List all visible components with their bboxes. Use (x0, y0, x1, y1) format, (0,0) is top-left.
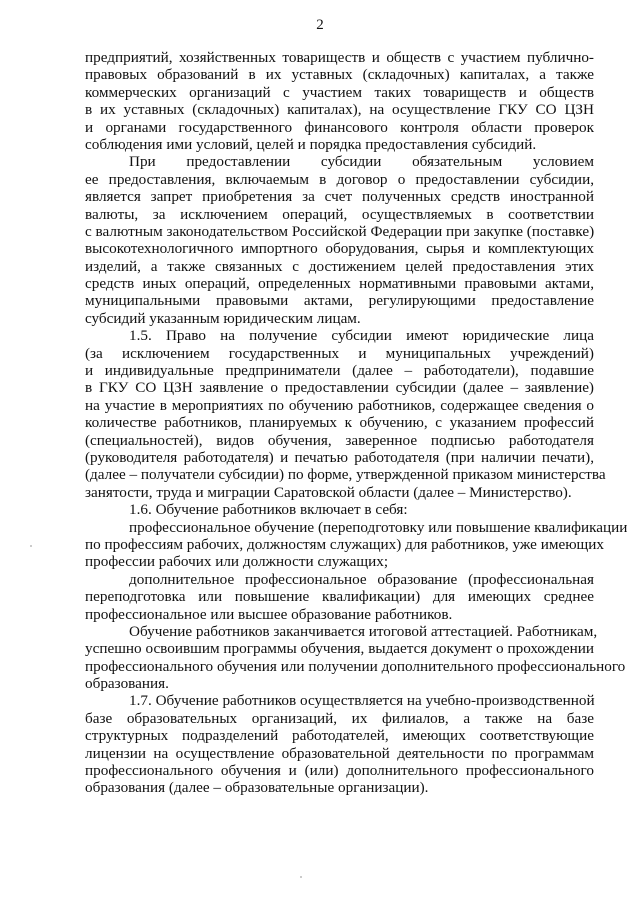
text-line: Обучение работников заканчивается итоговой аттестацией. Работникам, (129, 622, 598, 640)
text-line: средств иных операций, определенных нормативными правовыми актами, (85, 275, 594, 293)
text-line: образования. (85, 675, 169, 693)
page-number: 2 (316, 17, 324, 33)
scan-speck (300, 876, 302, 878)
text-line: профессиональное или высшее образование работников. (85, 605, 453, 623)
text-line: является запрет приобретения за счет полученных средств иностранной (85, 188, 594, 206)
scan-speck (30, 545, 32, 547)
text-line: образования (далее – образовательные организации). (85, 779, 429, 797)
text-line: При предоставлении субсидии обязательным условием (129, 153, 594, 171)
paragraph (85, 327, 606, 501)
text-line: ее предоставления, включаемым в договор о предоставлении субсидии, (85, 170, 594, 188)
text-line: в ГКУ СО ЦЗН заявление о предоставлении субсидии (далее – заявление) (85, 379, 594, 397)
paragraph (85, 692, 594, 796)
text-line: успешно освоившим программы обучения, выдается документ о прохождении (85, 640, 594, 658)
text-line: с валютным законодательством Российской Федерации при закупке (поставке) (85, 222, 595, 240)
text-line: 1.7. Обучение работников осуществляется на учебно-производственной (129, 692, 595, 710)
text-line: структурных подразделений работодателей, имеющих соответствующие (85, 727, 594, 745)
text-line: коммерческих организаций с участием таких товариществ и обществ (85, 83, 594, 101)
text-line: изделий, а также связанных с достижением целей предоставления этих (85, 257, 594, 275)
paragraph (85, 518, 628, 571)
document-body (85, 49, 628, 797)
text-line: переподготовка или повышение квалификации) для имеющих среднее (85, 588, 594, 606)
paragraph (85, 153, 594, 327)
text-line: правовых образований в их уставных (складочных) капиталах, а также (85, 66, 594, 84)
text-line: (за исключением государственных и муниципальных учреждений) (85, 344, 594, 362)
text-line: предприятий, хозяйственных товариществ и обществ с участием публично- (85, 49, 594, 66)
text-line: в их уставных (складочных) капиталах), на осуществление ГКУ СО ЦЗН (85, 101, 594, 119)
text-line: лицензии на осуществление образовательной деятельности по программам (85, 744, 594, 762)
text-line: 1.5. Право на получение субсидии имеют юридические лица (129, 327, 594, 345)
text-line: высокотехнологичного импортного оборудования, сырья и комплектующих (85, 240, 594, 258)
text-line: профессионального обучения или получении дополнительного профессионального (85, 657, 626, 675)
text-line: валюты, за исключением операций, осуществляемых в соответствии (85, 205, 594, 223)
text-line: соблюдения ими условий, целей и порядка предоставления субсидий. (85, 135, 537, 153)
text-line: занятости, труда и миграции Саратовской области (далее – Министерство). (85, 483, 572, 501)
text-line: на участие в мероприятиях по обучению работников, содержащее сведения о (85, 396, 594, 414)
text-line: количестве работников, планируемых к обучению, с указанием профессий (85, 414, 594, 432)
text-line: дополнительное профессиональное образование (профессиональная (129, 570, 594, 588)
text-line: по профессиям рабочих, должностям служащих) для работников, уже имеющих (85, 535, 604, 553)
paragraph (85, 49, 594, 153)
text-line: профессионального обучения и (или) дополнительного профессионального (85, 762, 594, 780)
paragraph (85, 501, 594, 518)
text-line: субсидий указанным юридическим лицам. (85, 309, 361, 327)
text-line: (специальностей), видов обучения, заверенное подписью работодателя (85, 431, 594, 449)
text-line: и органами государственного финансового контроля области проверок (85, 118, 594, 136)
paragraph (85, 622, 626, 693)
text-line: профессии рабочих или должности служащих; (85, 553, 389, 571)
text-line: муниципальными правовыми актами, регулирующими предоставление (85, 292, 594, 310)
text-line: базе образовательных организаций, их филиалов, а также на базе (85, 709, 594, 727)
text-line: и индивидуальные предприниматели (далее – работодатели), подавшие (85, 362, 594, 380)
text-line: (руководителя работодателя) и печатью работодателя (при наличии печати), (85, 448, 594, 466)
paragraph (85, 571, 594, 623)
text-line: профессиональное обучение (переподготовку или повышение квалификации (129, 518, 628, 536)
text-line: 1.6. Обучение работников включает в себя: (129, 501, 408, 519)
text-line: (далее – получатели субсидии) по форме, утвержденной приказом министерства (85, 466, 606, 484)
